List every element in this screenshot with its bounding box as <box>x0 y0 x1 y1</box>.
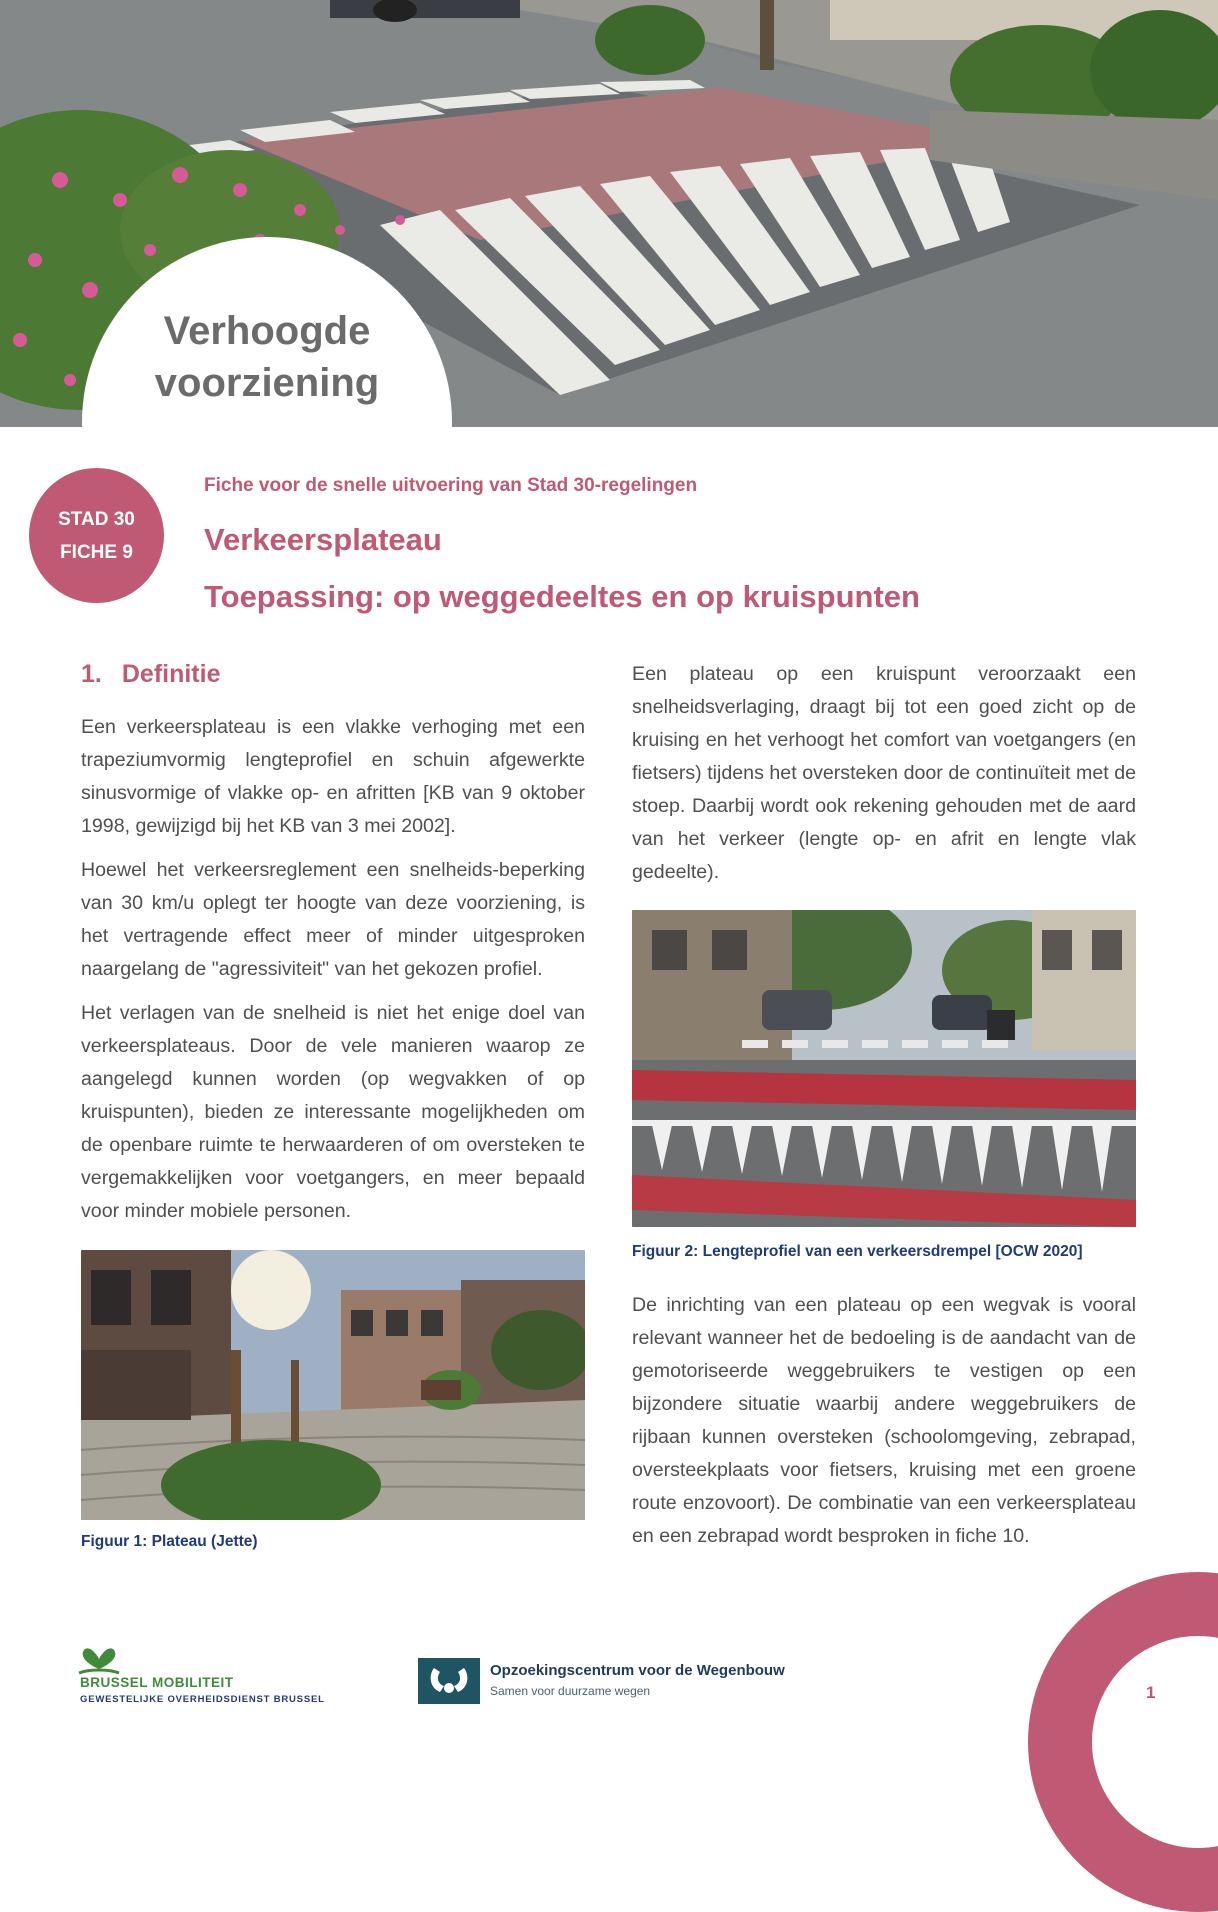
figure-2-caption: Figuur 2: Lengteprofiel van een verkeersdrempel [OCW 2020] <box>632 1243 1083 1260</box>
ocw-name: Opzoekingscentrum voor de Wegenbouw <box>490 1662 785 1679</box>
brussel-mobiliteit-logo <box>72 1647 342 1707</box>
iris-icon <box>74 1647 124 1677</box>
paragraph: Het verlagen van de snelheid is niet het enige doel van verkeersplateaus. Door de vele manieren waarop ze aangelegd kunnen worden (op wegvakken of op kruispunten), bieden ze interessante mogelijkheden om de openbare ruimte te herwaarderen of om oversteken te vergemakkelijken voor voetgangers, en meer bepaald voor minder mobiele personen. <box>81 1002 585 1222</box>
paragraph: Een verkeersplateau is een vlakke verhoging met een trapeziumvormig lengteprofiel en schuin afgewerkte sinusvormige of vlakke op- en afritten [KB van 9 oktober 1998, gewijzigd bij het KB van 3 mei 2002]. <box>81 716 585 837</box>
section-number: 1. <box>81 660 102 688</box>
paragraph: Een plateau op een kruispunt veroorzaakt een snelheidsverlaging, draagt bij tot een goed zicht op de kruising en het verhoogt het comfort van voetgangers (en fietsers) tijdens het oversteken door de continuïteit met de stoep. Daarbij wordt ook rekening gehouden met de aard van het verkeer (lengte op- en afrit en lengte vlak gedeelte). <box>632 663 1136 883</box>
bm-name: BRUSSEL MOBILITEIT <box>80 1675 234 1690</box>
figure-1-caption: Figuur 1: Plateau (Jette) <box>81 1533 258 1550</box>
hero-title <box>122 305 412 409</box>
fiche-badge <box>29 468 164 603</box>
paragraph: De inrichting van een plateau op een wegvak is vooral relevant wanneer het de bedoeling is de aandacht van de gemotoriseerde weggebruikers te vestigen op een bijzondere situatie waarbij andere weggebruikers de rijbaan kunnen oversteken (schoolomgeving, zebrapad, oversteekplaats voor fietsers, kruising met een groene route enzovoort). De combinatie van een verkeersplateau en een zebrapad wordt besproken in fiche 10. <box>632 1294 1136 1547</box>
page-number: 1 <box>1146 1683 1156 1702</box>
paragraph: Hoewel het verkeersreglement een snelheids-beperking van 30 km/u oplegt ter hoogte van deze voorziening, is het vertragende effect meer of minder uitgesproken naargelang de "agressiviteit" van het gekozen profiel. <box>81 859 585 980</box>
page-subtitle: Toepassing: op weggedeeltes en op kruispunten <box>204 579 920 614</box>
ocw-tagline: Samen voor duurzame wegen <box>490 1684 651 1698</box>
bm-subtitle: GEWESTELIJKE OVERHEIDSDIENST BRUSSEL <box>80 1694 325 1705</box>
figure-2-photo <box>632 910 1136 1227</box>
section-title: Definitie <box>121 660 221 688</box>
page-title: Verkeersplateau <box>204 522 442 557</box>
hero-title-line2: voorziening <box>154 361 380 405</box>
hero-title-line1: Verhoogde <box>163 309 371 353</box>
figure-1-photo <box>81 1250 585 1520</box>
badge-line1: STAD 30 <box>58 508 135 530</box>
badge-line2: FICHE 9 <box>60 541 133 563</box>
ocw-logo-icon <box>418 1658 480 1704</box>
section-heading <box>81 660 585 689</box>
kicker: Fiche voor de snelle uitvoering van Stad 30-regelingen <box>204 475 698 496</box>
left-column <box>81 660 585 1551</box>
right-column <box>632 658 1136 1564</box>
